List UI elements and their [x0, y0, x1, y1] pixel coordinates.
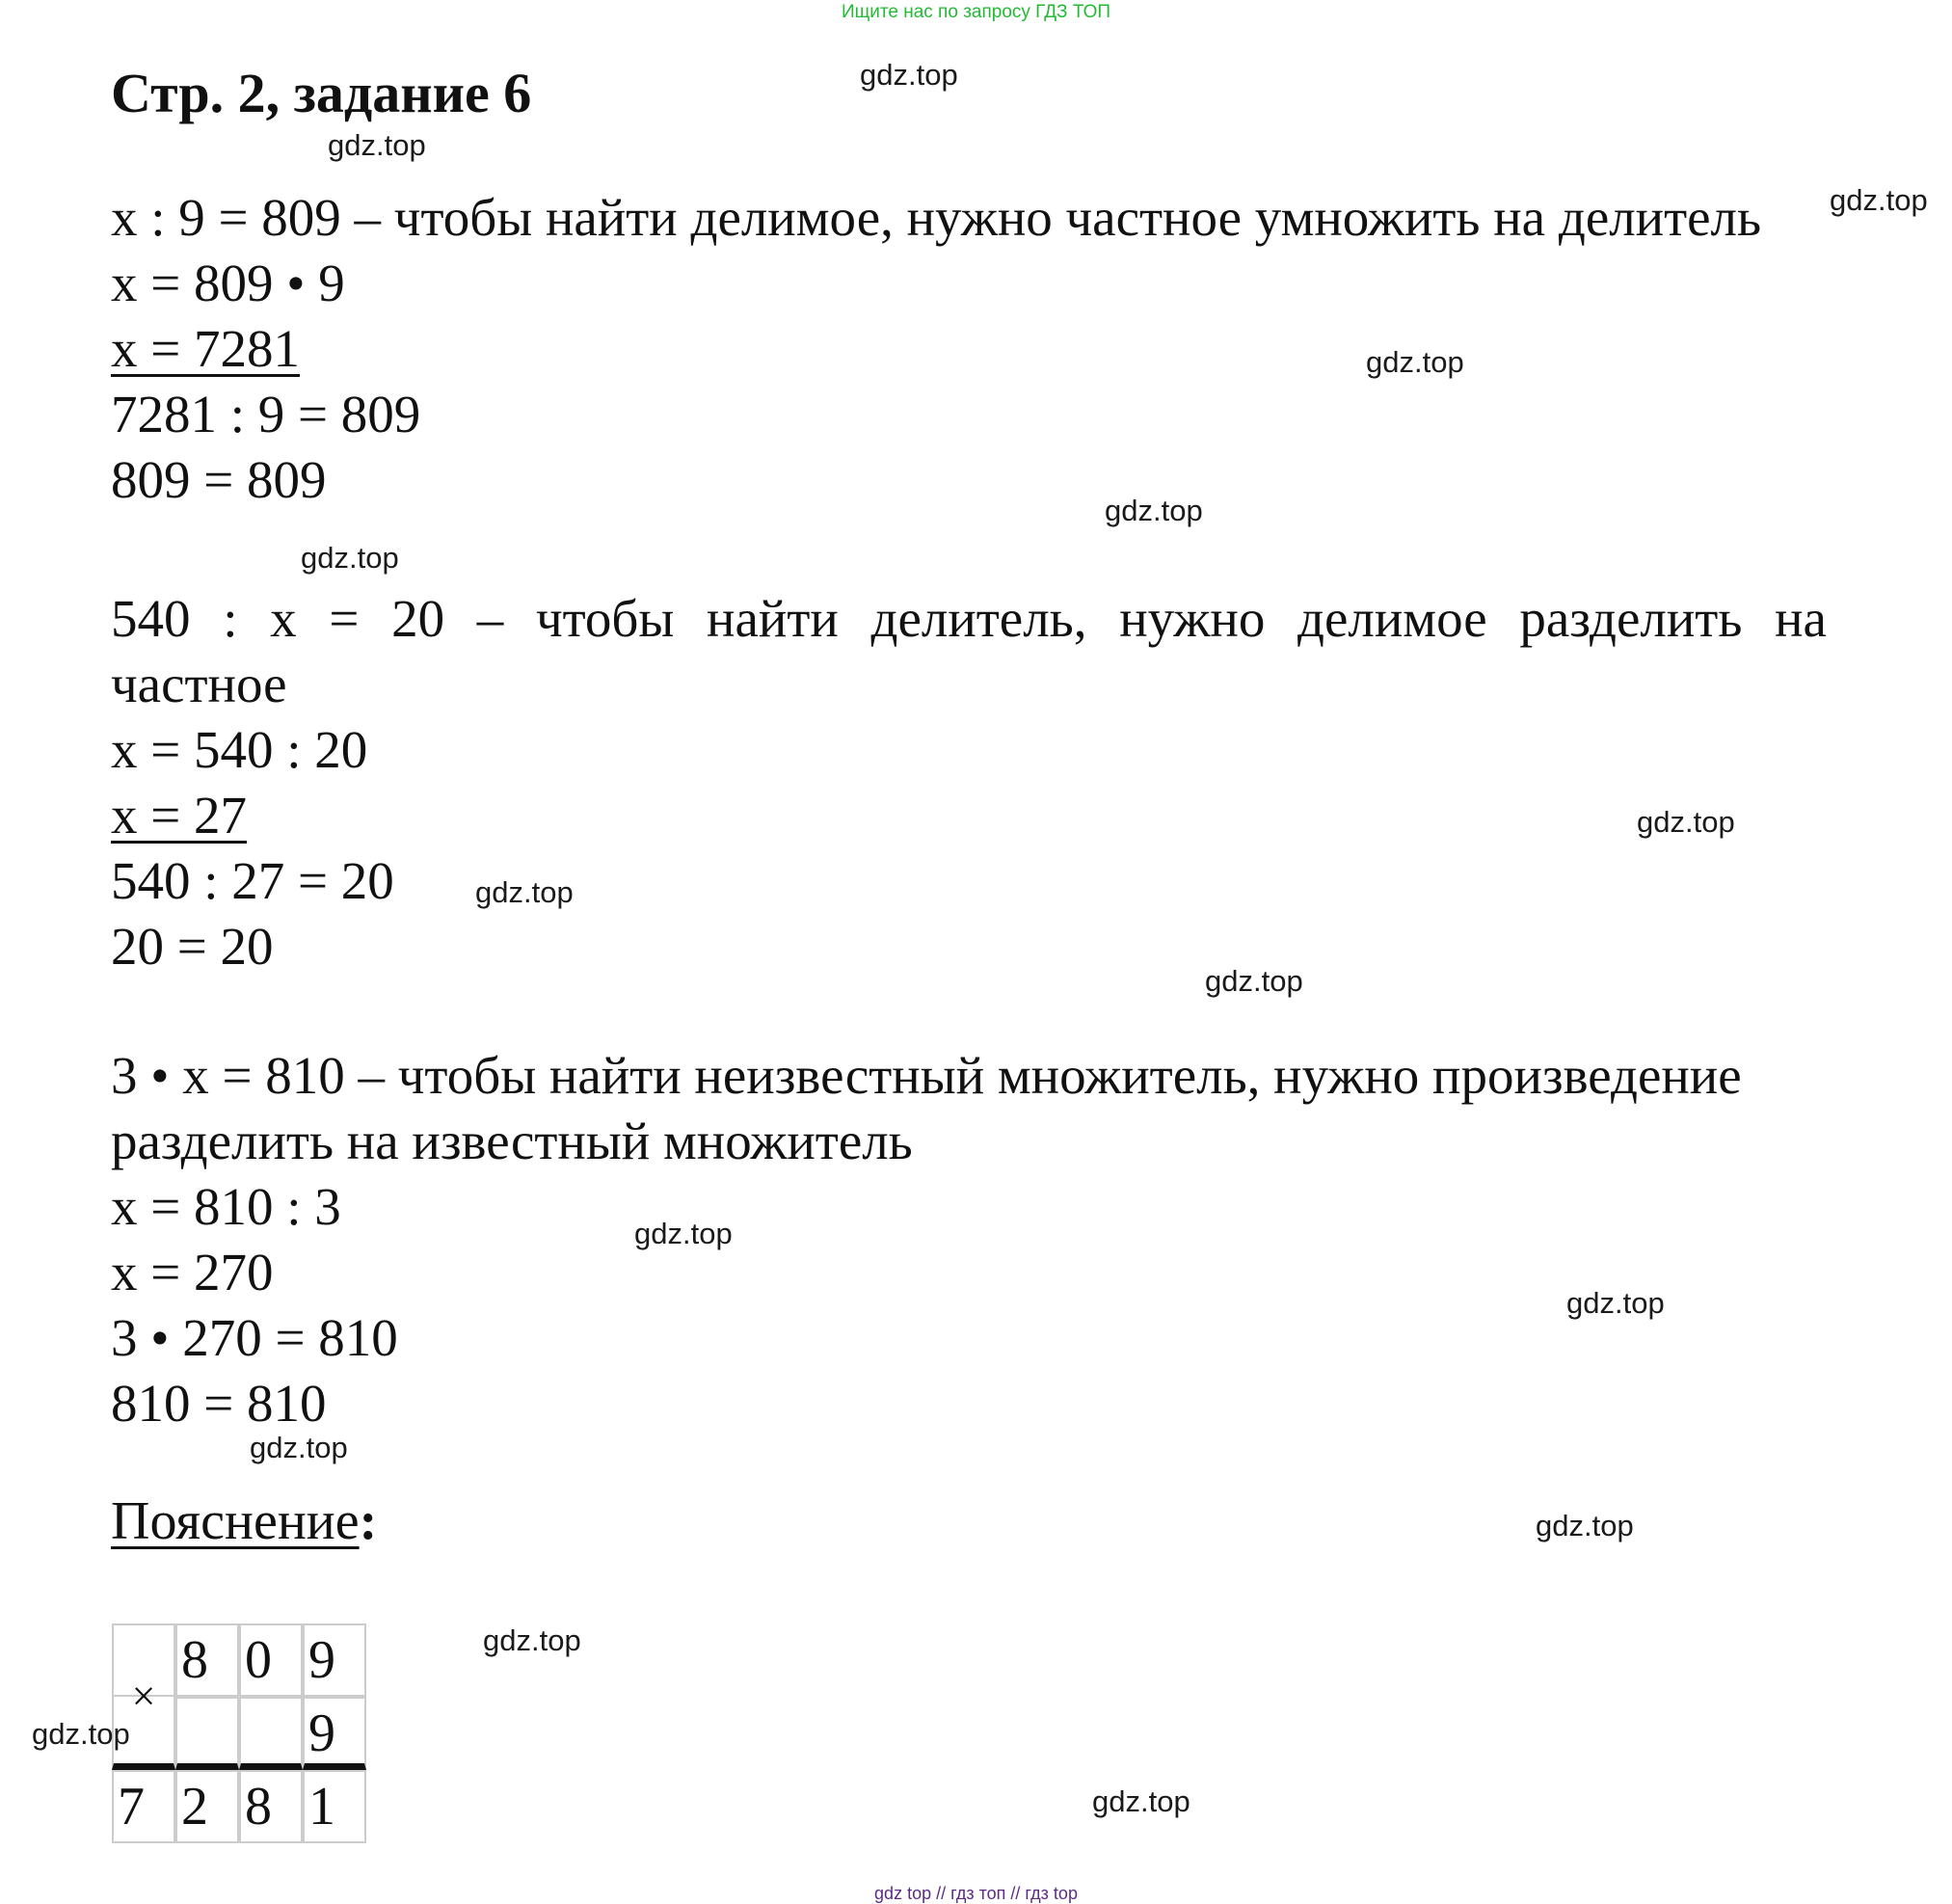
watermark: gdz.top: [1830, 183, 1928, 217]
top-banner: Ищите нас по запросу ГДЗ ТОП: [841, 2, 1111, 22]
grid-cell: 0: [239, 1623, 303, 1697]
explanation-colon: :: [359, 1491, 378, 1551]
watermark: gdz.top: [1566, 1286, 1665, 1320]
eq1-line1: x : 9 = 809 – чтобы найти делимое, нужно частное умножить на делитель: [111, 188, 1762, 247]
eq2-line1b: частное: [111, 655, 287, 713]
eq2-line5: 20 = 20: [111, 917, 274, 976]
eq3-line1b: разделить на известный множитель: [111, 1112, 913, 1170]
watermark: gdz.top: [301, 541, 399, 575]
eq2-word: чтобы: [535, 589, 675, 648]
eq2-word: найти: [707, 589, 839, 648]
eq3-line1: 3 • x = 810 – чтобы найти неизвестный множитель, нужно произведение: [111, 1046, 1742, 1105]
eq2-word: делитель,: [870, 589, 1087, 648]
eq1-line2: x = 809 • 9: [111, 254, 345, 312]
watermark: gdz.top: [475, 875, 574, 909]
eq2-word: 540: [111, 589, 191, 648]
watermark: gdz.top: [32, 1717, 130, 1751]
page-title: Стр. 2, задание 6: [111, 62, 532, 124]
footer: gdz top // гдз топ // гдз top: [874, 1884, 1078, 1903]
watermark: gdz.top: [634, 1217, 733, 1250]
watermark: gdz.top: [1092, 1784, 1190, 1818]
eq2-word: :: [223, 589, 238, 648]
eq2-word: на: [1775, 589, 1827, 648]
multiplication-grid: [112, 1623, 366, 1843]
explanation-label: Пояснение: [111, 1491, 360, 1551]
eq2-word: x: [270, 589, 297, 648]
eq1-line4: 7281 : 9 = 809: [111, 385, 421, 443]
eq2-line4: 540 : 27 = 20: [111, 851, 394, 910]
eq3-line2: x = 810 : 3: [111, 1177, 341, 1236]
eq1-line5: 809 = 809: [111, 450, 327, 509]
watermark: gdz.top: [328, 128, 426, 162]
eq2-line1: [111, 587, 1827, 651]
watermark: gdz.top: [1637, 805, 1735, 839]
grid-cell: 9: [303, 1623, 366, 1697]
grid-cell: 8: [239, 1770, 303, 1843]
eq2-line3: x = 27: [111, 786, 248, 845]
grid-cell: 8: [175, 1623, 239, 1697]
eq2-word: 20: [391, 589, 445, 648]
eq3-line4: 3 • 270 = 810: [111, 1308, 398, 1367]
watermark: gdz.top: [483, 1623, 581, 1657]
watermark: gdz.top: [250, 1431, 348, 1464]
grid-cell: 7: [112, 1770, 175, 1843]
eq3-line5: 810 = 810: [111, 1374, 327, 1433]
multiply-sign: ×: [112, 1660, 175, 1770]
eq2-word: нужно: [1119, 589, 1266, 648]
watermark: gdz.top: [1205, 964, 1303, 998]
grid-cell: 9: [303, 1697, 366, 1770]
watermark: gdz.top: [1105, 494, 1203, 527]
eq2-line2: x = 540 : 20: [111, 720, 368, 779]
grid-cell: [175, 1697, 239, 1770]
eq2-word: –: [476, 589, 504, 648]
grid-cell: 1: [303, 1770, 366, 1843]
grid-cell: 2: [175, 1770, 239, 1843]
eq3-line3: x = 270: [111, 1243, 274, 1301]
eq2-word: разделить: [1519, 589, 1743, 648]
eq1-line3: x = 7281: [111, 319, 301, 378]
eq2-word: делимое: [1297, 589, 1487, 648]
eq2-word: =: [329, 589, 360, 648]
grid-cell: [239, 1697, 303, 1770]
watermark: gdz.top: [1536, 1509, 1634, 1542]
watermark: gdz.top: [860, 58, 958, 92]
explanation-heading: [111, 1489, 377, 1553]
watermark: gdz.top: [1366, 345, 1464, 379]
